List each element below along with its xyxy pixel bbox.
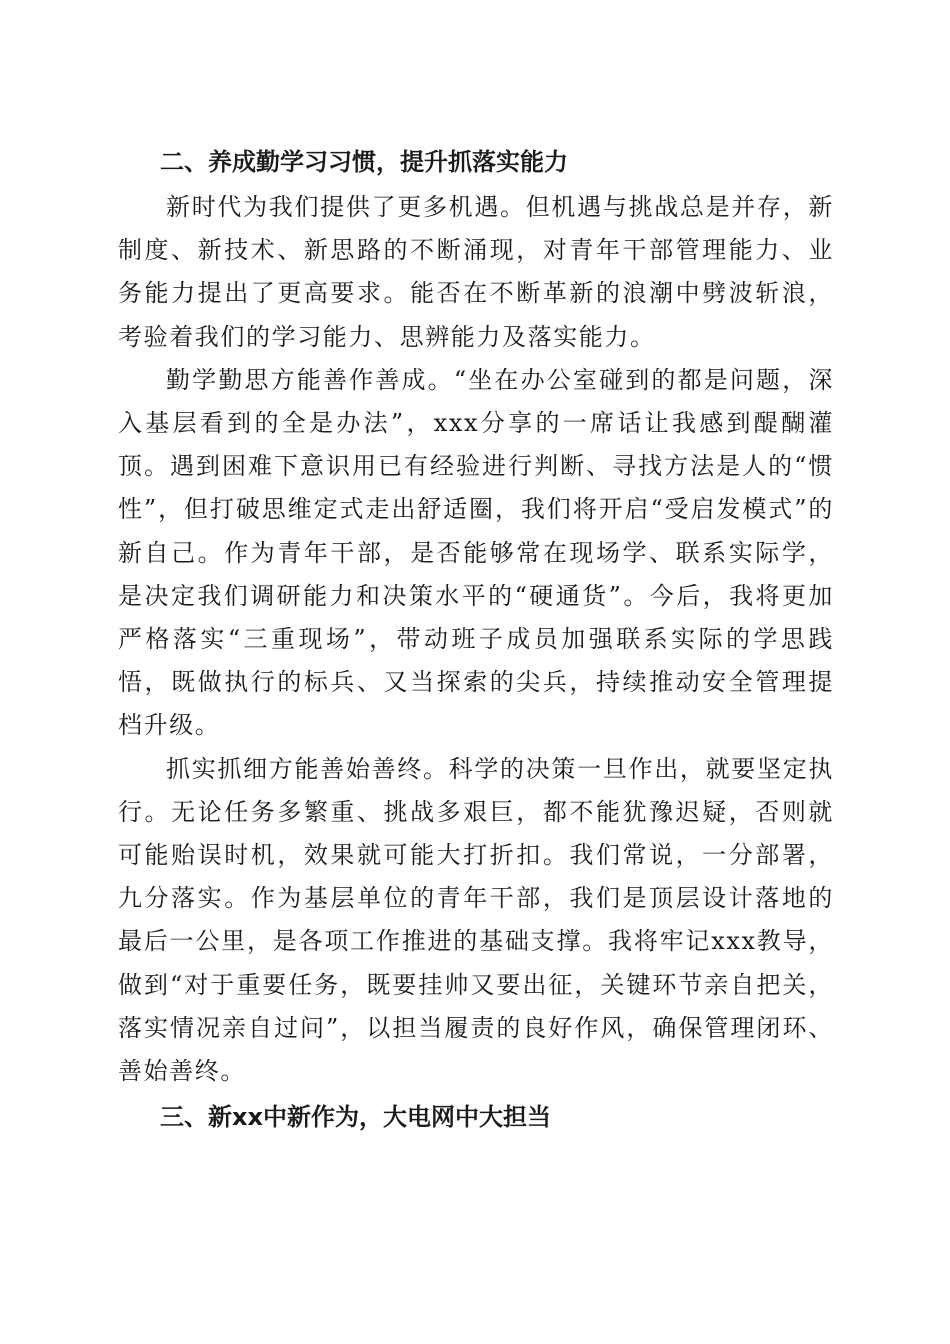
paragraph-2: 勤学勤思方能善作善成。“坐在办公室碰到的都是问题，深入基层看到的全是办法”，xxx分享的一席话让我感到醍醐灌顶。遇到困难下意识用已有经验进行判断、寻找方法是人的“惯性”，但打破思维定式走出舒适圈，我们将开启“受启发模式”的新自己。作为青年干部，是否能够常在现场学、联系实际学，是决定我们调研能力和决策水平的“硬通货”。今后，我将更加严格落实“三重现场”，带动班子成员加强联系实际的学思践悟，既做执行的标兵、又当探索的尖兵，持续推动安全管理提档升级。 [118,365,834,740]
paragraph-3: 抓实抓细方能善始善终。科学的决策一旦作出，就要坚定执行。无论任务多繁重、挑战多艰巨，都不能犹豫迟疑，否则就可能贻误时机，效果就可能大打折扣。我们常说，一分部署，九分落实。作为基层单位的青年干部，我们是顶层设计落地的最后一公里，是各项工作推进的基础支撑。我将牢记xxx教导，做到“对于重要任务，既要挂帅又要出征，关键环节亲自把关，落实情况亲自过问”，以担当履责的良好作风，确保管理闭环、善始善终。 [118,754,834,1086]
section-heading-3: 三、新xx中新作为，大电网中大担当 [160,1103,551,1132]
paragraph-1: 新时代为我们提供了更多机遇。但机遇与挑战总是并存，新制度、新技术、新思路的不断涌现，对青年干部管理能力、业务能力提出了更高要求。能否在不断革新的浪潮中劈波斩浪，考验着我们的学习能力、思辨能力及落实能力。 [118,193,834,351]
document-body [118,140,834,1141]
section-heading-2: 二、养成勤学习习惯，提升抓落实能力 [160,148,568,176]
